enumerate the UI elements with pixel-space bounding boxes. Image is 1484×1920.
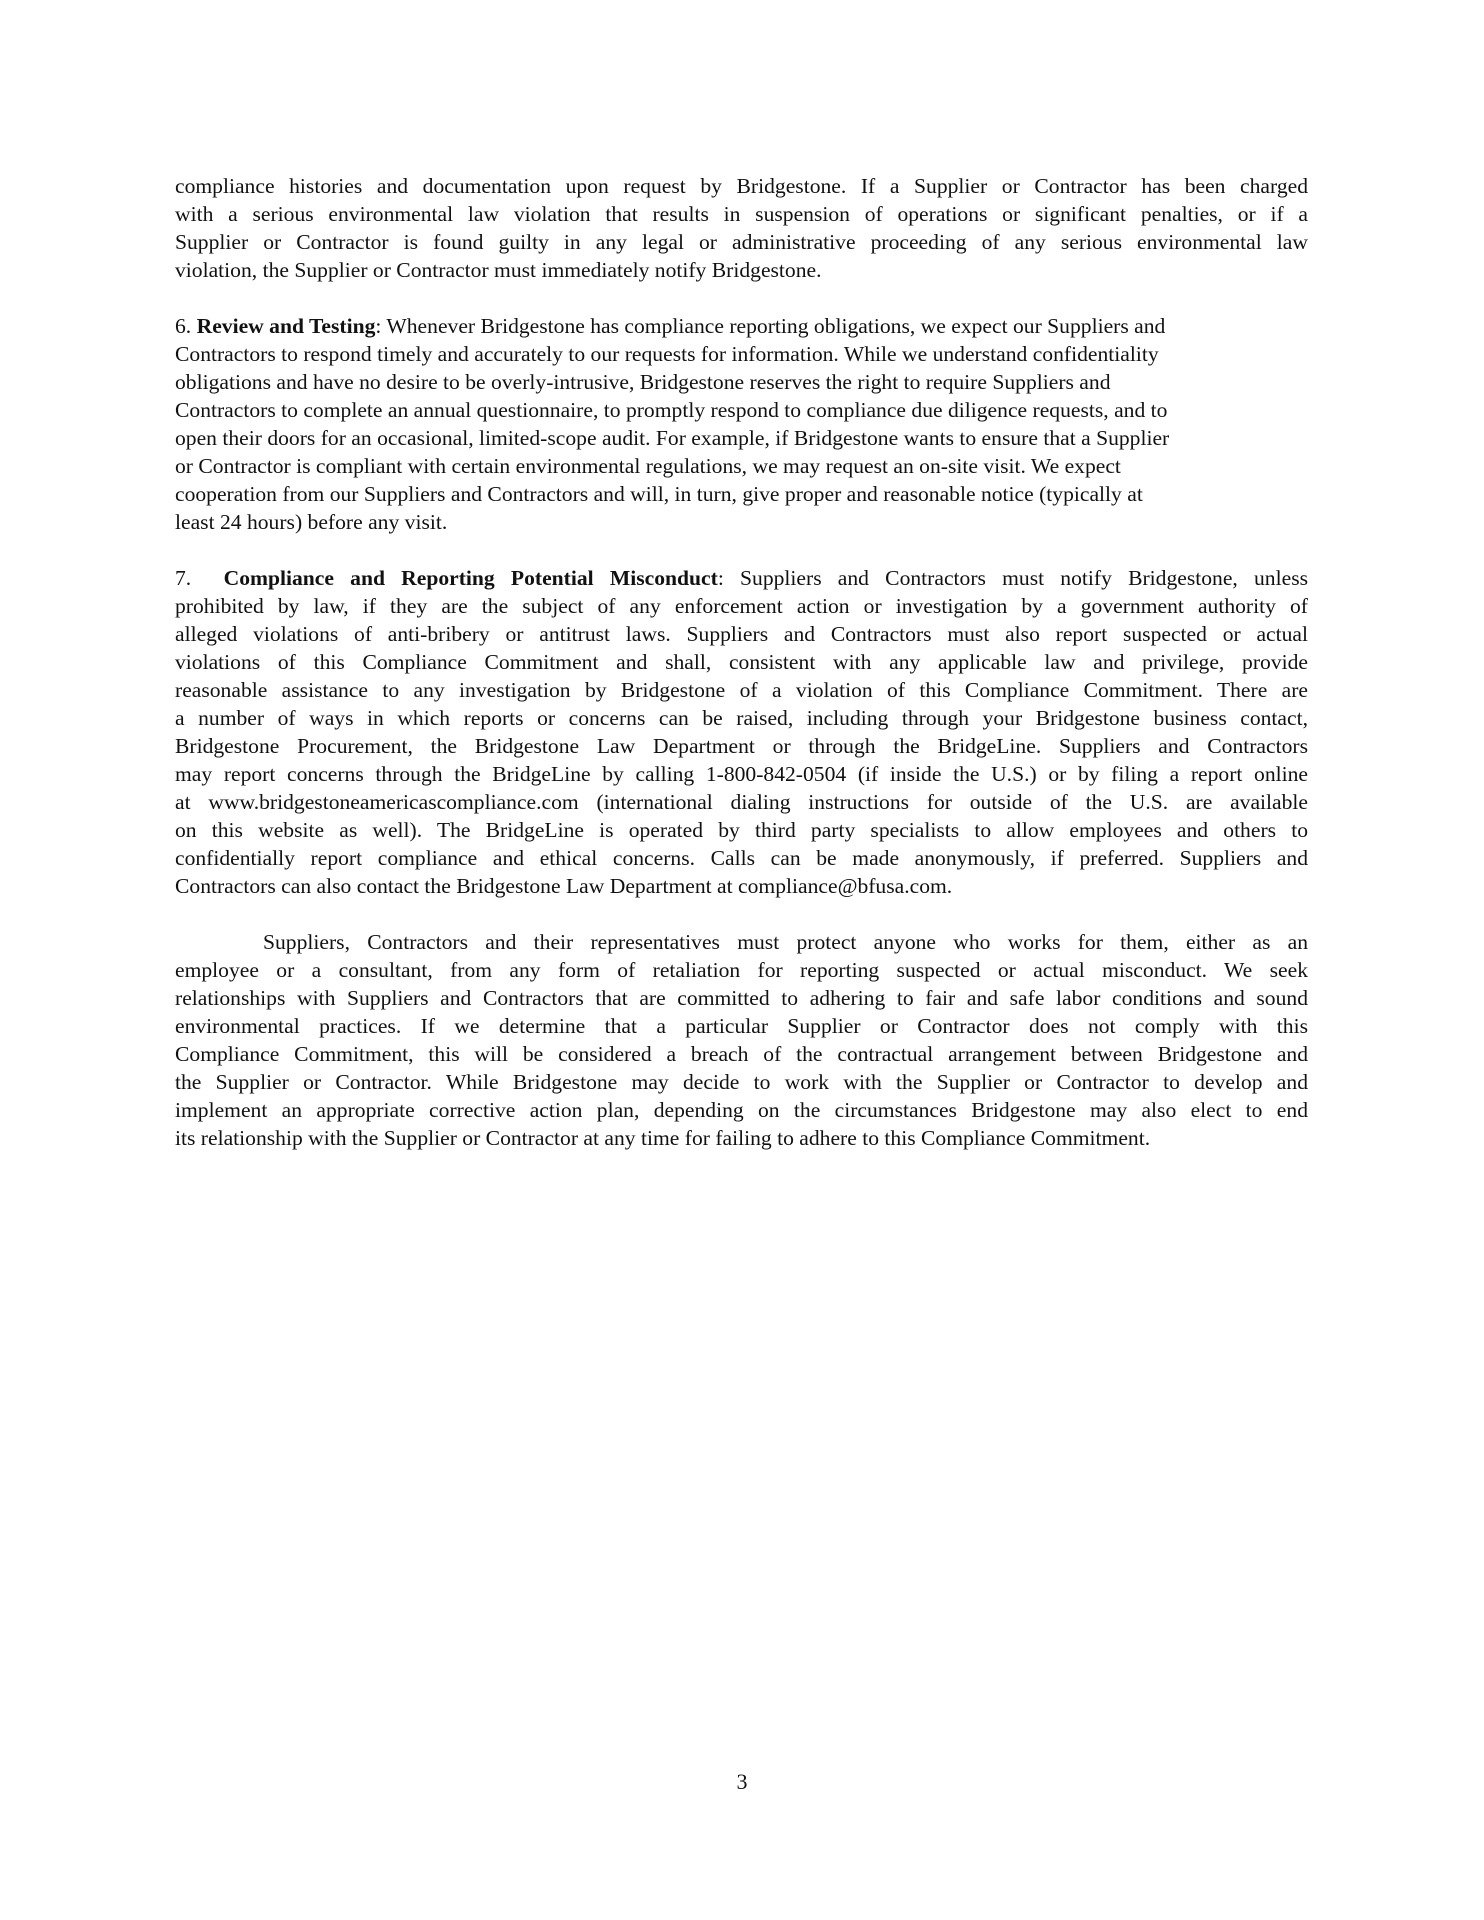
- text-line: on this website as well). The BridgeLine is operated by third party specialists to allow employees and others to: [175, 818, 1308, 842]
- text-line: relationships with Suppliers and Contractors that are committed to adhering to fair and safe labor conditions and sound: [175, 986, 1308, 1010]
- text-line: the Supplier or Contractor. While Bridgestone may decide to work with the Supplier or Contractor to develop and: [175, 1070, 1308, 1094]
- text-line: obligations and have no desire to be overly-intrusive, Bridgestone reserves the right to require Suppliers and: [175, 370, 1111, 394]
- section-number: 6.: [175, 314, 197, 338]
- text-line: confidentially report compliance and ethical concerns. Calls can be made anonymously, if preferred. Suppliers and: [175, 846, 1308, 870]
- text-line: Compliance Commitment, this will be considered a breach of the contractual arrangement between Bridgestone and: [175, 1042, 1308, 1066]
- text-line: [175, 312, 1308, 340]
- section-7-compliance-and-reporting: [175, 564, 1308, 900]
- text-line: [175, 564, 1308, 592]
- text-line: open their doors for an occasional, limited-scope audit. For example, if Bridgestone wants to ensure that a Supplier: [175, 426, 1170, 450]
- section-6-review-and-testing: [175, 312, 1308, 536]
- closing-paragraph: [175, 928, 1308, 1152]
- page-number: 3: [736, 1769, 748, 1794]
- text-line: implement an appropriate corrective action plan, depending on the circumstances Bridgestone may also elect to end: [175, 1098, 1308, 1122]
- paragraph-environmental-continuation: [175, 172, 1308, 284]
- text-line: violations of this Compliance Commitment and shall, consistent with any applicable law and privilege, provide: [175, 650, 1308, 674]
- text-line: may report concerns through the BridgeLine by calling 1-800-842-0504 (if inside the U.S.) or by filing a report online: [175, 762, 1308, 786]
- text-line: Contractors to complete an annual questionnaire, to promptly respond to compliance due diligence requests, and to: [175, 398, 1168, 422]
- text-line: environmental practices. If we determine that a particular Supplier or Contractor does not comply with this: [175, 1014, 1308, 1038]
- text-line: violation, the Supplier or Contractor must immediately notify Bridgestone.: [175, 258, 822, 282]
- section-heading: Compliance and Reporting Potential Misconduct: [223, 566, 718, 590]
- section-lead-text: : Whenever Bridgestone has compliance reporting obligations, we expect our Suppliers and: [375, 314, 1166, 338]
- text-line: a number of ways in which reports or concerns can be raised, including through your Bridgestone business contact,: [175, 706, 1308, 730]
- text-line: cooperation from our Suppliers and Contractors and will, in turn, give proper and reasonable notice (typically at: [175, 482, 1143, 506]
- text-line: Contractors to respond timely and accurately to our requests for information. While we understand confidentiality: [175, 342, 1159, 366]
- text-line: or Contractor is compliant with certain environmental regulations, we may request an on-site visit. We expect: [175, 454, 1121, 478]
- text-line: Suppliers, Contractors and their representatives must protect anyone who works for them, either as an: [263, 930, 1308, 954]
- text-line: alleged violations of anti-bribery or antitrust laws. Suppliers and Contractors must also report suspected or actual: [175, 622, 1308, 646]
- text-line: prohibited by law, if they are the subject of any enforcement action or investigation by a government authority of: [175, 594, 1308, 618]
- document-body: [175, 172, 1308, 1180]
- text-line: Supplier or Contractor is found guilty in any legal or administrative proceeding of any serious environmental law: [175, 230, 1308, 254]
- text-line: its relationship with the Supplier or Contractor at any time for failing to adhere to this Compliance Commitment.: [175, 1126, 1151, 1150]
- text-line: Bridgestone Procurement, the Bridgestone Law Department or through the BridgeLine. Suppliers and Contractors: [175, 734, 1308, 758]
- text-line: reasonable assistance to any investigation by Bridgestone of a violation of this Compliance Commitment. There are: [175, 678, 1308, 702]
- text-line: at www.bridgestoneamericascompliance.com (international dialing instructions for outside of the U.S. are available: [175, 790, 1308, 814]
- section-lead-text: : Suppliers and Contractors must notify Bridgestone, unless: [717, 566, 1308, 590]
- section-heading: Review and Testing: [196, 314, 376, 338]
- text-line: least 24 hours) before any visit.: [175, 510, 448, 534]
- text-line: with a serious environmental law violation that results in suspension of operations or significant penalties, or if a: [175, 202, 1308, 226]
- text-line: compliance histories and documentation upon request by Bridgestone. If a Supplier or Contractor has been charged: [175, 174, 1308, 198]
- text-line: employee or a consultant, from any form of retaliation for reporting suspected or actual misconduct. We seek: [175, 958, 1308, 982]
- text-line: Contractors can also contact the Bridgestone Law Department at compliance@bfusa.com.: [175, 874, 953, 898]
- section-number: 7.: [175, 566, 224, 590]
